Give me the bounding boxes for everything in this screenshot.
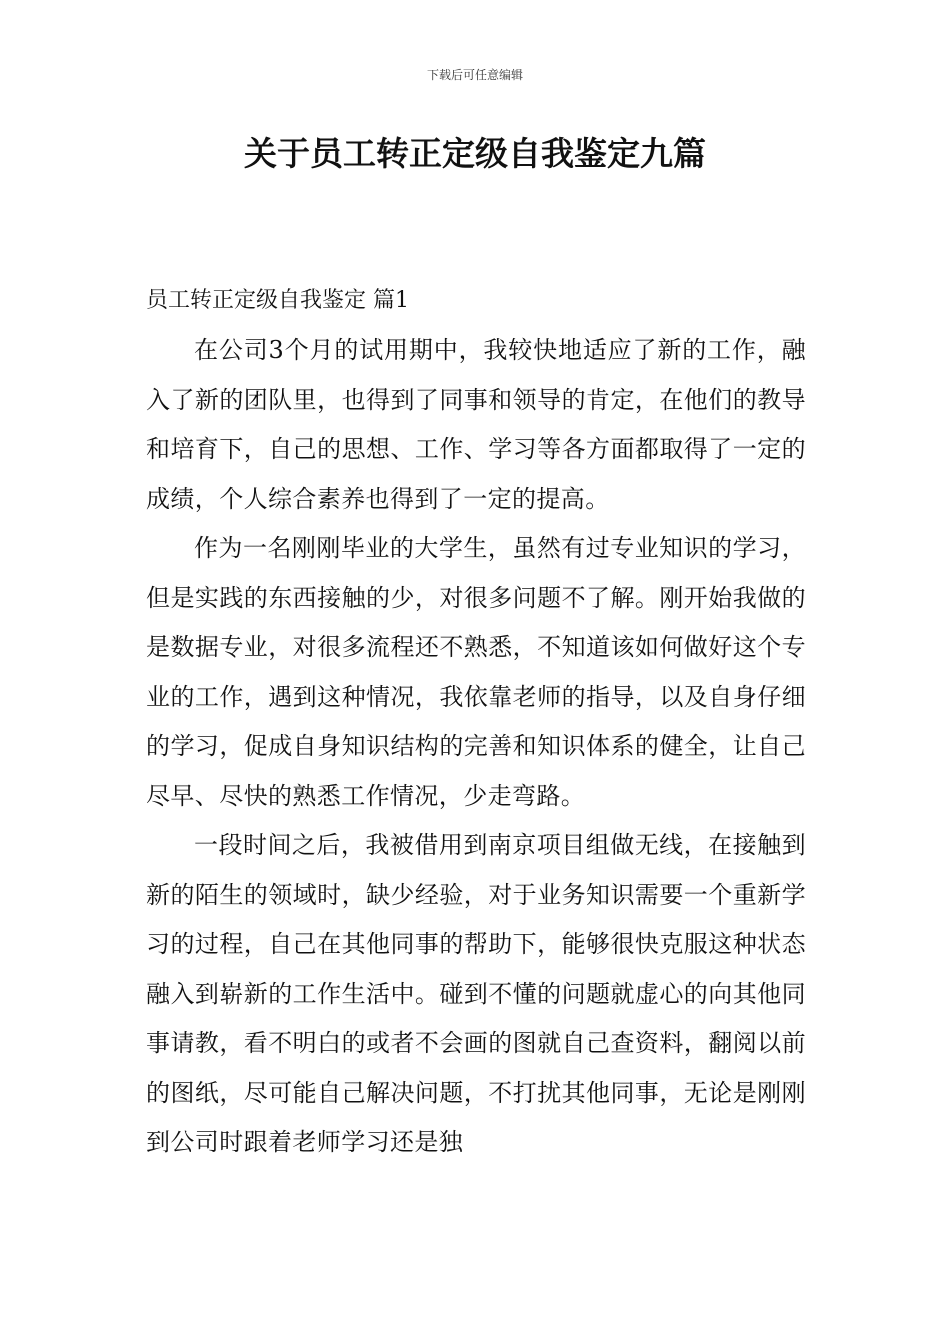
section-heading: 员工转正定级自我鉴定 篇1: [146, 288, 409, 313]
body-paragraph: 一段时间之后，我被借用到南京项目组做无线，在接触到新的陌生的领域时，缺少经验，对于业务知识需要一个重新学习的过程，自己在其他同事的帮助下，能够很快克服这种状态融入到崭新的工作生活中。碰到不懂的问题就虚心的向其他同事请教，看不明白的或者不会画的图就自己查资料，翻阅以前的图纸，尽可能自己解决问题，不打扰其他同事，无论是刚刚到公司时跟着老师学习还是独: [146, 831, 806, 1156]
body-paragraph: 作为一名刚刚毕业的大学生，虽然有过专业知识的学习，但是实践的东西接触的少，对很多问题不了解。刚开始我做的是数据专业，对很多流程还不熟悉，不知道该如何做好这个专业的工作，遇到这种情况，我依靠老师的指导，以及自身仔细的学习，促成自身知识结构的完善和知识体系的健全，让自己尽早、尽快的熟悉工作情况，少走弯路。: [146, 534, 806, 810]
document-body: [146, 326, 806, 1168]
header-note: 下载后可任意编辑: [426, 68, 523, 82]
body-paragraph: 在公司3个月的试用期中，我较快地适应了新的工作，融入了新的团队里，也得到了同事和领导的肯定，在他们的教导和培育下，自己的思想、工作、学习等各方面都取得了一定的成绩，个人综合素养也得到了一定的提高。: [146, 336, 806, 513]
document-title: 关于员工转正定级自我鉴定九篇: [244, 134, 706, 173]
